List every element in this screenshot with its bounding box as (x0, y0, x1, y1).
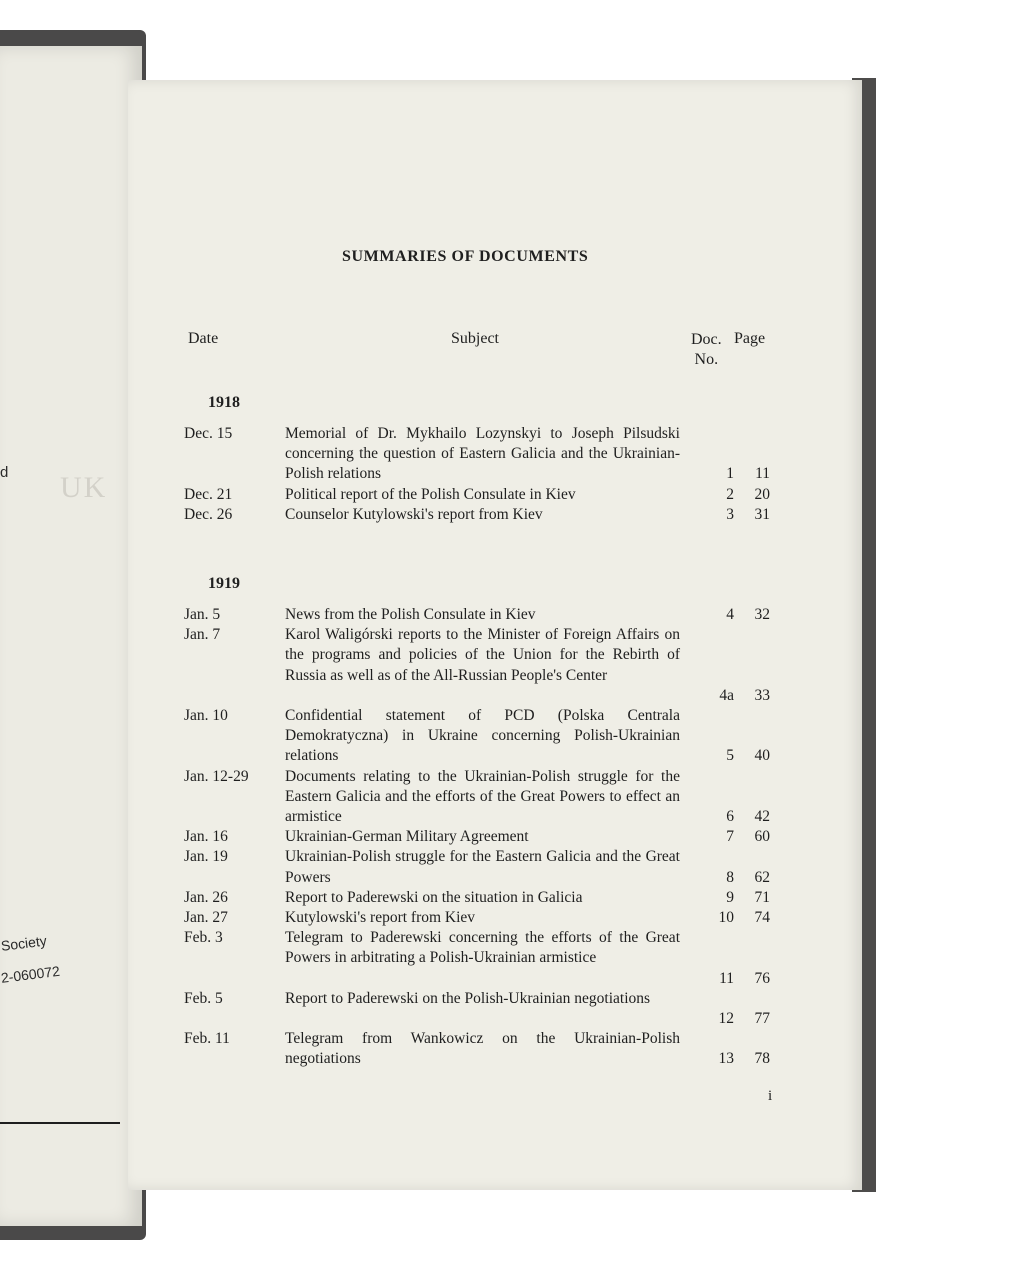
entry-date: Dec. 15 (184, 425, 233, 442)
table-row (184, 505, 784, 525)
entry-subject: Report to Paderewski on the Polish-Ukrainian negotiations (285, 989, 651, 1007)
entry-subject: Telegram from Wankowicz on the Ukrainian-Polish negotiations (285, 1030, 680, 1068)
table-row (184, 424, 784, 485)
entry-subject: Ukrainian-Polish struggle for the Eastern Galicia and the Great Powers (285, 848, 680, 886)
entry-date: Feb. 5 (184, 989, 223, 1007)
entry-date: Jan. 7 (184, 626, 221, 644)
table-row (184, 827, 784, 847)
entry-date: Feb. 11 (184, 1030, 230, 1048)
entry-page-number: 31 (754, 505, 770, 523)
year-heading: 1918 (208, 394, 240, 411)
column-header-doc-no: Doc. No. (691, 331, 722, 368)
entry-page-number: 20 (754, 485, 770, 503)
entry-doc-number: 4a (719, 686, 734, 704)
entry-subject: Confidential statement of PCD (Polska Centrala Demokratyczna) in Ukraine concerning Polish-Ukrainian relations (285, 707, 680, 765)
entry-doc-number: 12 (718, 1009, 734, 1027)
table-row (184, 908, 784, 928)
table-row (184, 847, 784, 887)
entry-page-number: 77 (754, 1009, 770, 1027)
entry-date: Jan. 16 (184, 828, 228, 846)
entry-subject: News from the Polish Consulate in Kiev (285, 606, 536, 623)
document-page (128, 80, 862, 1190)
year-heading: 1919 (208, 575, 240, 592)
entry-subject: Ukrainian-German Military Agreement (285, 828, 529, 846)
entry-subject: Political report of the Polish Consulate in Kiev (285, 485, 576, 503)
entry-doc-number: 5 (726, 747, 734, 765)
entry-page-number: 33 (754, 686, 770, 704)
entry-date: Jan. 19 (184, 848, 228, 866)
entry-doc-number: 4 (726, 606, 734, 623)
left-page-fragment: 2-060072 (0, 962, 61, 986)
table-row (184, 989, 784, 1029)
entry-subject: Counselor Kutylowski's report from Kiev (285, 505, 543, 523)
entry-doc-number: 8 (726, 868, 734, 886)
entry-page-number: 76 (754, 969, 770, 987)
entry-subject: Kutylowski's report from Kiev (285, 909, 476, 926)
left-page-fragment: d (0, 464, 9, 481)
entry-page-number: 62 (754, 868, 770, 886)
entry-page-number: 74 (754, 909, 770, 926)
entry-subject: Documents relating to the Ukrainian-Polish struggle for the Eastern Galicia and the efforts of the Great Powers to effect an armistice (285, 767, 680, 825)
entry-date: Jan. 10 (184, 707, 228, 724)
entry-doc-number: 2 (726, 485, 734, 503)
left-page-rule (0, 1122, 120, 1124)
entry-page-number: 71 (754, 888, 770, 906)
page-heading: SUMMARIES OF DOCUMENTS (342, 248, 589, 265)
entry-date: Jan. 5 (184, 606, 221, 623)
column-header-subject: Subject (451, 330, 499, 347)
entry-subject: Memorial of Dr. Mykhailo Lozynskyi to Joseph Pilsudski concerning the question of Eastern Galicia and the Ukrainian-Polish relations (285, 425, 680, 483)
left-page-fragment: Society (0, 932, 48, 954)
table-row (184, 767, 784, 828)
entry-doc-number: 9 (726, 888, 734, 906)
left-page (0, 46, 142, 1226)
entry-page-number: 32 (754, 606, 770, 623)
entry-page-number: 11 (755, 465, 770, 483)
entry-date: Feb. 3 (184, 929, 223, 947)
column-header-date: Date (188, 330, 219, 347)
entry-doc-number: 3 (726, 505, 734, 523)
table-row (184, 605, 784, 625)
entry-page-number: 78 (754, 1050, 770, 1068)
page-number: i (768, 1088, 773, 1104)
show-through-text: UK (60, 471, 108, 504)
table-row (184, 1029, 784, 1069)
entry-page-number: 40 (754, 747, 770, 765)
entry-doc-number: 1 (726, 465, 734, 483)
entry-date: Jan. 12-29 (184, 767, 249, 785)
table-row (184, 888, 784, 908)
table-row (184, 706, 784, 767)
entry-doc-number: 6 (726, 807, 734, 825)
table-row (184, 485, 784, 505)
entry-subject: Report to Paderewski on the situation in Galicia (285, 888, 583, 906)
column-header-page: Page (734, 330, 766, 347)
page-content (128, 80, 862, 1190)
entry-subject: Telegram to Paderewski concerning the efforts of the Great Powers in arbitrating a Polish-Ukrainian armistice (285, 929, 680, 967)
entry-subject: Karol Waligórski reports to the Minister of Foreign Affairs on the programs and policies of the Union for the Rebirth of Russia as well as of the All-Russian People's Center (285, 626, 680, 684)
entry-date: Jan. 26 (184, 888, 228, 906)
entry-doc-number: 11 (719, 969, 734, 987)
table-row (184, 625, 784, 706)
entry-date: Dec. 26 (184, 505, 233, 523)
entry-doc-number: 10 (718, 909, 734, 926)
entry-doc-number: 13 (718, 1050, 734, 1068)
entry-page-number: 42 (754, 807, 770, 825)
entry-page-number: 60 (754, 828, 770, 846)
table-row (184, 928, 784, 989)
entry-date: Dec. 21 (184, 485, 233, 503)
entry-date: Jan. 27 (184, 909, 228, 926)
entry-doc-number: 7 (726, 828, 734, 846)
